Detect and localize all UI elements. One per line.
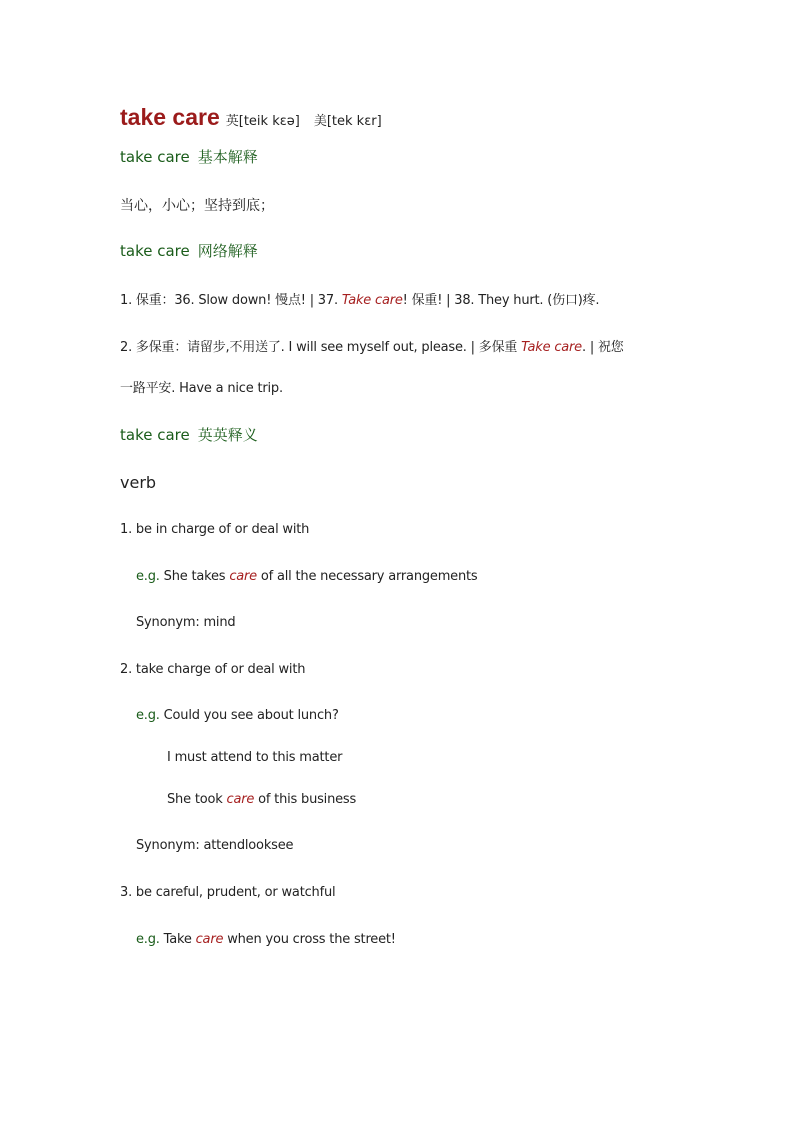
web-heading-label: 网络解释 (197, 242, 258, 260)
sense-1-example-text-a: She takes (159, 569, 230, 584)
sense-2-example-3-highlight: care (226, 792, 255, 807)
web-item-2-highlight: Take care (521, 340, 582, 355)
sense-3-definition: 3. be careful, prudent, or watchful (120, 885, 336, 900)
sense-3-example-highlight: care (195, 932, 224, 947)
us-label: 美 (313, 114, 327, 129)
uk-pronunciation (226, 114, 300, 129)
sense-3-example (136, 933, 396, 946)
sense-1-example (136, 570, 478, 583)
enen-heading-label: 英英释义 (197, 426, 258, 444)
sense-2-example-3-text-b: of this business (254, 792, 357, 807)
headword: take care (120, 104, 220, 130)
sense-2-definition: 2. take charge of or deal with (120, 662, 306, 677)
example-label: e.g. (136, 569, 160, 584)
web-heading-word: take care (120, 242, 190, 260)
part-of-speech: verb (120, 473, 157, 492)
web-item-2 (120, 341, 624, 354)
enen-heading-word: take care (120, 426, 190, 444)
enen-section-heading (120, 428, 258, 443)
us-phonetic: [tek kɛr] (326, 114, 382, 129)
example-label: e.g. (136, 708, 160, 723)
entry-header (120, 106, 382, 129)
basic-heading-label: 基本解释 (197, 148, 258, 166)
uk-phonetic: [teik kɛə] (238, 114, 300, 129)
basic-definition: 当心，小心；坚持到底； (120, 198, 274, 214)
uk-label: 英 (225, 114, 239, 129)
sense-3-example-text-a: Take (159, 932, 196, 947)
sense-2-example-3-text-a: She took (167, 792, 227, 807)
web-item-1 (120, 294, 599, 307)
basic-section-heading (120, 150, 258, 165)
us-pronunciation (314, 114, 382, 129)
basic-heading-word: take care (120, 148, 190, 166)
sense-2-synonym: Synonym: attendlooksee (136, 838, 294, 853)
sense-2-example-text: Could you see about lunch? (159, 708, 339, 723)
sense-1-synonym: Synonym: mind (136, 615, 236, 630)
sense-1-definition: 1. be in charge of or deal with (120, 522, 310, 537)
web-item-2-text-a: 2. 多保重：请留步,不用送了. I will see myself out, please. | 多保重 (120, 340, 522, 355)
web-item-2-continuation: 一路平安. Have a nice trip. (120, 381, 283, 396)
example-label: e.g. (136, 932, 160, 947)
web-item-1-text-a: 1. 保重：36. Slow down! 慢点! | 37. (120, 293, 342, 308)
sense-2-example (136, 709, 339, 722)
sense-1-example-highlight: care (229, 569, 257, 584)
sense-2-example-2: I must attend to this matter (167, 750, 343, 765)
sense-3-example-text-b: when you cross the street! (223, 932, 396, 947)
web-section-heading (120, 244, 258, 259)
web-item-1-highlight: Take care (341, 293, 403, 308)
sense-1-example-text-b: of all the necessary arrangements (256, 569, 478, 584)
web-item-2-text-b: . | 祝您 (581, 340, 624, 355)
web-item-1-text-b: ! 保重! | 38. They hurt. (伤口)疼. (402, 293, 600, 308)
sense-2-example-3 (167, 793, 356, 806)
